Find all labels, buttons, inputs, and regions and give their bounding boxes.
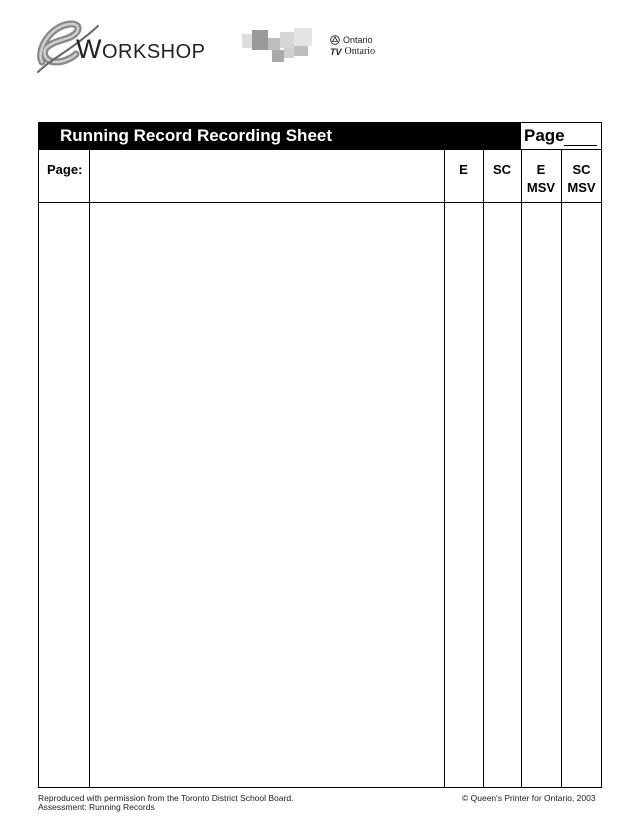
page-number-blank[interactable] <box>564 145 597 146</box>
column-header-e-msv-line1: E <box>536 162 546 177</box>
column-divider <box>521 150 522 787</box>
eworkshop-wordmark: WORKSHOP <box>76 34 206 64</box>
title-bar <box>39 123 601 150</box>
header-row-divider <box>39 202 601 203</box>
page-number-box <box>520 123 601 149</box>
recording-sheet-table <box>38 122 602 788</box>
footer-credit: Reproduced with permission from the Toronto District School Board. <box>38 793 294 803</box>
column-header-e: E <box>459 162 468 177</box>
column-divider <box>483 150 484 787</box>
partner-mosaic-logo <box>242 28 322 68</box>
eworkshop-logo <box>32 18 222 78</box>
tvo-label-rest: Ontario <box>344 46 376 57</box>
ontario-label: Ontario <box>343 35 373 45</box>
partner-names <box>330 34 375 58</box>
page-number-label: Page <box>524 126 565 145</box>
footer-section: Assessment: Running Records <box>38 802 155 812</box>
column-header-e-msv-line2: MSV <box>526 180 556 195</box>
column-header-sc-msv-line1: SC <box>572 162 591 177</box>
column-header-sc-msv-line2: MSV <box>567 180 596 195</box>
tvo-label-bold: TV <box>330 47 342 57</box>
column-header-e-msv <box>521 161 561 197</box>
ontario-trillium-icon <box>330 35 340 45</box>
column-header-sc-msv <box>561 161 602 197</box>
sheet-title: Running Record Recording Sheet <box>60 126 333 145</box>
column-header-sc: SC <box>492 162 512 177</box>
footer-copyright: © Queen's Printer for Ontario, 2003 <box>462 793 596 803</box>
column-divider <box>89 150 90 787</box>
column-header-page: Page: <box>47 162 83 177</box>
footer-left <box>38 794 293 812</box>
column-divider <box>444 150 445 787</box>
column-divider <box>561 150 562 787</box>
